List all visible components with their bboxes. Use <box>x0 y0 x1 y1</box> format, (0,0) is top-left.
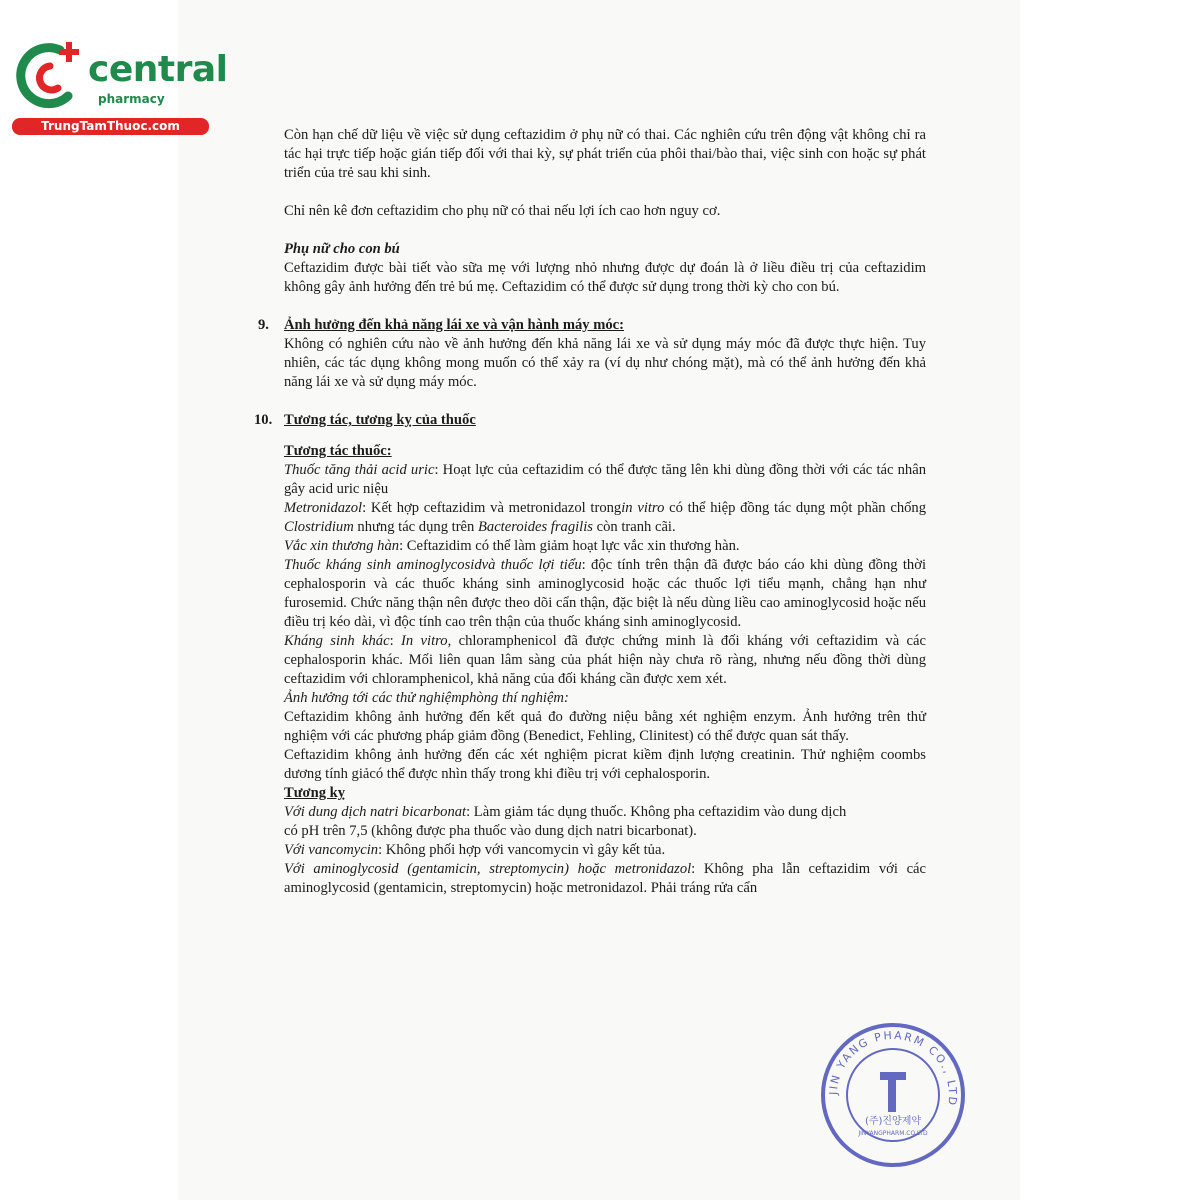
stamp-emblem-icon <box>880 1072 906 1112</box>
interaction-metronidazol-label: Metronidazol <box>284 500 363 516</box>
interaction-metronidazol-text-g: còn tranh cãi. <box>592 519 676 535</box>
incompat-vancomycin-label: Với vancomycin <box>284 842 379 858</box>
lab-tests-heading <box>284 689 926 708</box>
interaction-aminoglycosid-label: Thuốc kháng sinh aminoglycosidvà thuốc lợi tiểu <box>284 557 582 573</box>
incompatibility-heading: Tương kỵ <box>284 785 346 801</box>
paragraph-pregnancy: Còn hạn chế dữ liệu về việc sử dụng ceftazidim ở phụ nữ có thai. Các nghiên cứu trên động vật không chỉ ra tác hại trực tiếp hoặc gián tiếp đối với thai kỳ, sự phát triển của phôi thai/bào thai, việc sinh con hoặc sự phát triển của trẻ sau khi sinh. <box>284 127 926 181</box>
incompat-bicarbonat-text: : Làm giảm tác dụng thuốc. Không pha ceftazidim vào dung dịch <box>466 804 847 820</box>
central-pharmacy-logo[interactable] <box>10 36 228 136</box>
logo-site-badge: TrungTamThuoc.com <box>12 118 209 135</box>
section-9-number: 9. <box>258 317 269 333</box>
section-9-heading <box>258 316 926 335</box>
incompat-aminoglycosid <box>284 860 926 898</box>
interaction-metronidazol-text-e: nhưng tác dụng trên <box>353 519 478 535</box>
interaction-metronidazol-in-vitro: in vitro <box>621 500 665 516</box>
interaction-other-antibiotics <box>284 632 926 689</box>
paragraph-lab-creatinin: Ceftazidim không ảnh hưởng đến các xét nghiệm picrat kiềm định lượng creatinin. Thử nghiệm coombs dương tính giảcó thể được nhìn thấy trong khi điều trị với cephalosporin. <box>284 747 926 782</box>
interactions-heading: Tương tác thuốc: <box>284 443 392 459</box>
interaction-other-label: Kháng sinh khác <box>284 633 390 649</box>
paragraph-driving: Không có nghiên cứu nào về ảnh hưởng đến khả năng lái xe và sử dụng máy móc đã được thực hiện. Tuy nhiên, các tác dụng không mong muốn có thể xảy ra (ví dụ như chóng mặt), mà có thể ảnh hưởng đến khả năng lái xe và sử dụng máy móc. <box>284 336 926 390</box>
interaction-other-text-a: : <box>389 633 401 649</box>
interaction-typhoid-text: : Ceftazidim có thể làm giảm hoạt lực vắc xin thương hàn. <box>399 538 740 554</box>
paragraph-prescribe: Chỉ nên kê đơn ceftazidim cho phụ nữ có thai nếu lợi ích cao hơn nguy cơ. <box>284 203 721 219</box>
interaction-aminoglycosid <box>284 556 926 632</box>
interaction-metronidazol-text-c: có thể hiệp đồng tác dụng một phần chống <box>664 500 927 516</box>
section-10-heading <box>254 411 926 430</box>
document-content <box>254 126 927 898</box>
interaction-metronidazol-bacteroides: Bacteroides fragilis <box>477 519 593 535</box>
lab-tests-label: Ảnh hưởng tới các thử nghiệmphòng thí nghiệm: <box>284 690 569 706</box>
logo-mark-icon <box>10 36 90 116</box>
section-9-title: Ảnh hưởng đến khả năng lái xe và vận hành máy móc: <box>284 317 625 333</box>
section-10-title: Tương tác, tương kỵ của thuốc <box>284 412 476 428</box>
incompat-vancomycin <box>284 841 926 860</box>
paragraph-lab-enzyme: Ceftazidim không ảnh hưởng đến kết quả đo đường niệu bằng xét nghiệm enzym. Ảnh hưởng trên thử nghiệm với các phương pháp giảm đồng (Benedict, Fehling, Clinitest) có thể được quan sát thấy. <box>284 709 926 744</box>
nursing-heading: Phụ nữ cho con bú <box>284 241 400 257</box>
interaction-typhoid-vaccine <box>284 537 926 556</box>
incompat-bicarbonat-label: Với dung dịch natri bicarbonat <box>284 804 467 820</box>
interaction-uric-acid <box>284 461 926 499</box>
incompat-aminoglycosid-label: Với aminoglycosid (gentamicin, streptomycin) hoặc metronidazol <box>284 861 692 877</box>
stamp-center-text: (주)진양제약 <box>864 1116 922 1127</box>
stamp-ring-text: JIN YANG PHARM CO., LTD <box>826 1028 960 1108</box>
stamp-center-sub: JINYANGPHARM.CO.LTD <box>858 1130 928 1137</box>
interaction-other-text-c: , chloramphenicol đã được chứng minh là đối kháng với ceftazidim và các cephalosporin khác. Mối liên quan lâm sàng của phát hiện này chưa rõ ràng, nhưng nếu đồng thời dùng ceftazidim với chloramphenicol, khả năng của đối kháng cần được xem xét. <box>284 633 926 687</box>
incompat-bicarbonat <box>284 803 926 822</box>
section-10-number: 10. <box>254 412 273 428</box>
incompat-bicarbonat-cont: có pH trên 7,5 (không được pha thuốc vào dung dịch natri bicarbonat). <box>284 823 697 839</box>
incompat-aminoglycosid-text: : Không pha lẫn ceftazidim với các aminoglycosid (gentamicin, streptomycin) hoặc metronidazol. Phải tráng rửa cẩn <box>284 861 926 896</box>
logo-subtitle: pharmacy <box>98 92 165 106</box>
interaction-other-in-vitro: In vitro <box>401 633 448 649</box>
interaction-uric-acid-text: : Hoạt lực của ceftazidim có thể được tăng lên khi dùng đồng thời với các tác nhân gây acid uric niệu <box>284 462 926 497</box>
interaction-metronidazol-clostridium: Clostridium <box>284 519 354 535</box>
interaction-typhoid-label: Vắc xin thương hàn <box>284 538 400 554</box>
interaction-aminoglycosid-text: : độc tính trên thận đã được báo cáo khi dùng đồng thời cephalosporin và các thuốc kháng sinh aminoglycosid hoặc các thuốc lợi tiểu mạnh, chẳng hạn như furosemid. Chức năng thận nên được theo dõi cẩn thận, đặc biệt là nếu dùng liều cao aminoglycosid hoặc nếu điều trị kéo dài, vì độc tính cao trên thận của thuốc kháng sinh aminoglycosid. <box>284 557 926 630</box>
interaction-metronidazol <box>284 499 926 537</box>
logo-brand: central <box>88 49 228 90</box>
interaction-metronidazol-text-a: : Kết hợp ceftazidim và metronidazol trong <box>362 500 622 516</box>
interaction-uric-acid-label: Thuốc tăng thải acid uric <box>284 462 435 478</box>
paragraph-nursing: Ceftazidim được bài tiết vào sữa mẹ với lượng nhỏ nhưng được dự đoán là ở liều điều trị của ceftazidim không gây ảnh hưởng đến trẻ bú mẹ. Ceftazidim có thể được sử dụng trong thời kỳ cho con bú. <box>284 260 926 295</box>
incompat-vancomycin-text: : Không phối hợp với vancomycin vì gây kết tủa. <box>378 842 666 858</box>
company-stamp <box>818 1020 968 1170</box>
